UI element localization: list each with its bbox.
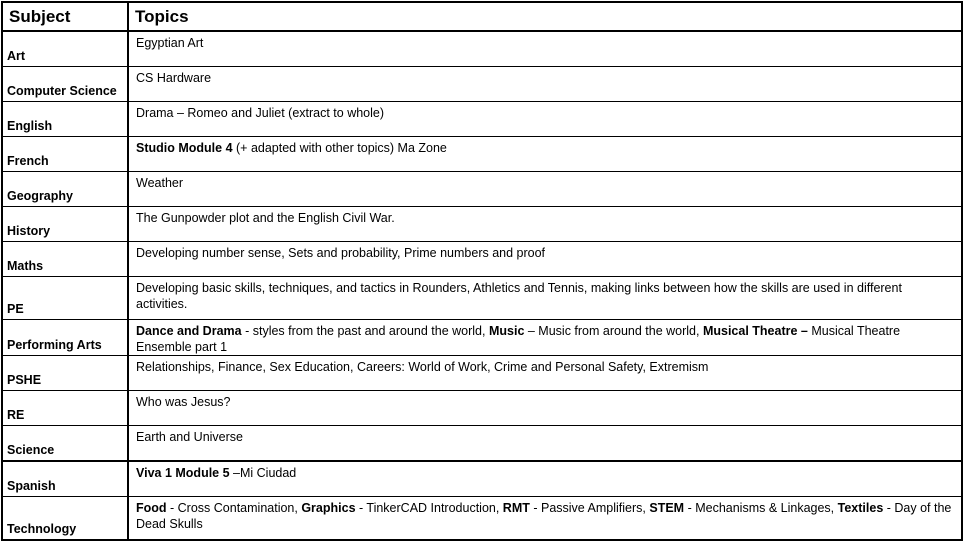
table-row xyxy=(2,137,962,172)
topic-cell: The Gunpowder plot and the English Civil War. xyxy=(128,207,962,242)
topic-text: Musical Theatre Ensemble part 1 xyxy=(136,324,901,354)
topic-text: - styles from the past and around the world, xyxy=(241,324,489,338)
table-row xyxy=(2,356,962,391)
subject-cell: PE xyxy=(2,277,128,320)
topic-cell: Egyptian Art xyxy=(128,31,962,67)
topic-bold: Dance and Drama xyxy=(136,324,242,338)
topic-cell xyxy=(128,461,962,497)
topic-text: - Passive Amplifiers, xyxy=(529,501,650,515)
subject-cell: RE xyxy=(2,391,128,426)
subject-cell: Geography xyxy=(2,172,128,207)
topic-text: (+ adapted with other topics) Ma Zone xyxy=(232,141,447,155)
subject-cell: Maths xyxy=(2,242,128,277)
subject-cell: Art xyxy=(2,31,128,67)
table-row xyxy=(2,67,962,102)
topic-bold: Music xyxy=(488,324,525,338)
topic-cell xyxy=(128,497,962,541)
topic-cell: Weather xyxy=(128,172,962,207)
topic-cell xyxy=(128,137,962,172)
topic-text: – Music from around the world, xyxy=(524,324,703,338)
topic-bold: Viva 1 Module 5 xyxy=(136,466,230,480)
table-row xyxy=(2,102,962,137)
topic-bold: Food xyxy=(136,501,167,515)
table-row xyxy=(2,461,962,497)
table-row xyxy=(2,426,962,462)
subject-cell: Computer Science xyxy=(2,67,128,102)
subject-cell: Technology xyxy=(2,497,128,541)
header-row xyxy=(2,2,962,31)
topic-text: - TinkerCAD Introduction, xyxy=(355,501,503,515)
topic-cell: Developing number sense, Sets and probability, Prime numbers and proof xyxy=(128,242,962,277)
topic-bold: RMT xyxy=(502,501,530,515)
subject-cell: History xyxy=(2,207,128,242)
topic-cell xyxy=(128,320,962,356)
topic-text: - Mechanisms & Linkages, xyxy=(684,501,838,515)
table-row xyxy=(2,391,962,426)
topic-bold: STEM xyxy=(649,501,685,515)
topic-cell: Drama – Romeo and Juliet (extract to whole) xyxy=(128,102,962,137)
subject-cell: French xyxy=(2,137,128,172)
subject-cell: PSHE xyxy=(2,356,128,391)
topic-cell: CS Hardware xyxy=(128,67,962,102)
topic-text: - Day of the Dead Skulls xyxy=(136,501,952,531)
subject-cell: Science xyxy=(2,426,128,462)
topic-text: –Mi Ciudad xyxy=(229,466,297,480)
topic-cell: Earth and Universe xyxy=(128,426,962,462)
table-row xyxy=(2,497,962,541)
table-row xyxy=(2,277,962,320)
table-row xyxy=(2,207,962,242)
topic-cell: Developing basic skills, techniques, and tactics in Rounders, Athletics and Tennis, making links between how the skills are used in different activities. xyxy=(128,277,962,320)
table-row xyxy=(2,172,962,207)
curriculum-table xyxy=(1,1,963,541)
topic-cell: Who was Jesus? xyxy=(128,391,962,426)
table-row xyxy=(2,320,962,356)
subject-cell: Performing Arts xyxy=(2,320,128,356)
subject-cell: English xyxy=(2,102,128,137)
topic-bold: Studio Module 4 xyxy=(136,141,233,155)
subject-cell: Spanish xyxy=(2,461,128,497)
table-row xyxy=(2,242,962,277)
topic-cell: Relationships, Finance, Sex Education, Careers: World of Work, Crime and Personal Safety, Extremism xyxy=(128,356,962,391)
topic-bold: Musical Theatre – xyxy=(702,324,808,338)
header-topics: Topics xyxy=(128,2,962,31)
table-row xyxy=(2,31,962,67)
topic-bold: Textiles xyxy=(837,501,884,515)
topic-bold: Graphics xyxy=(301,501,356,515)
topic-text: - Cross Contamination, xyxy=(166,501,302,515)
header-subject: Subject xyxy=(2,2,128,31)
